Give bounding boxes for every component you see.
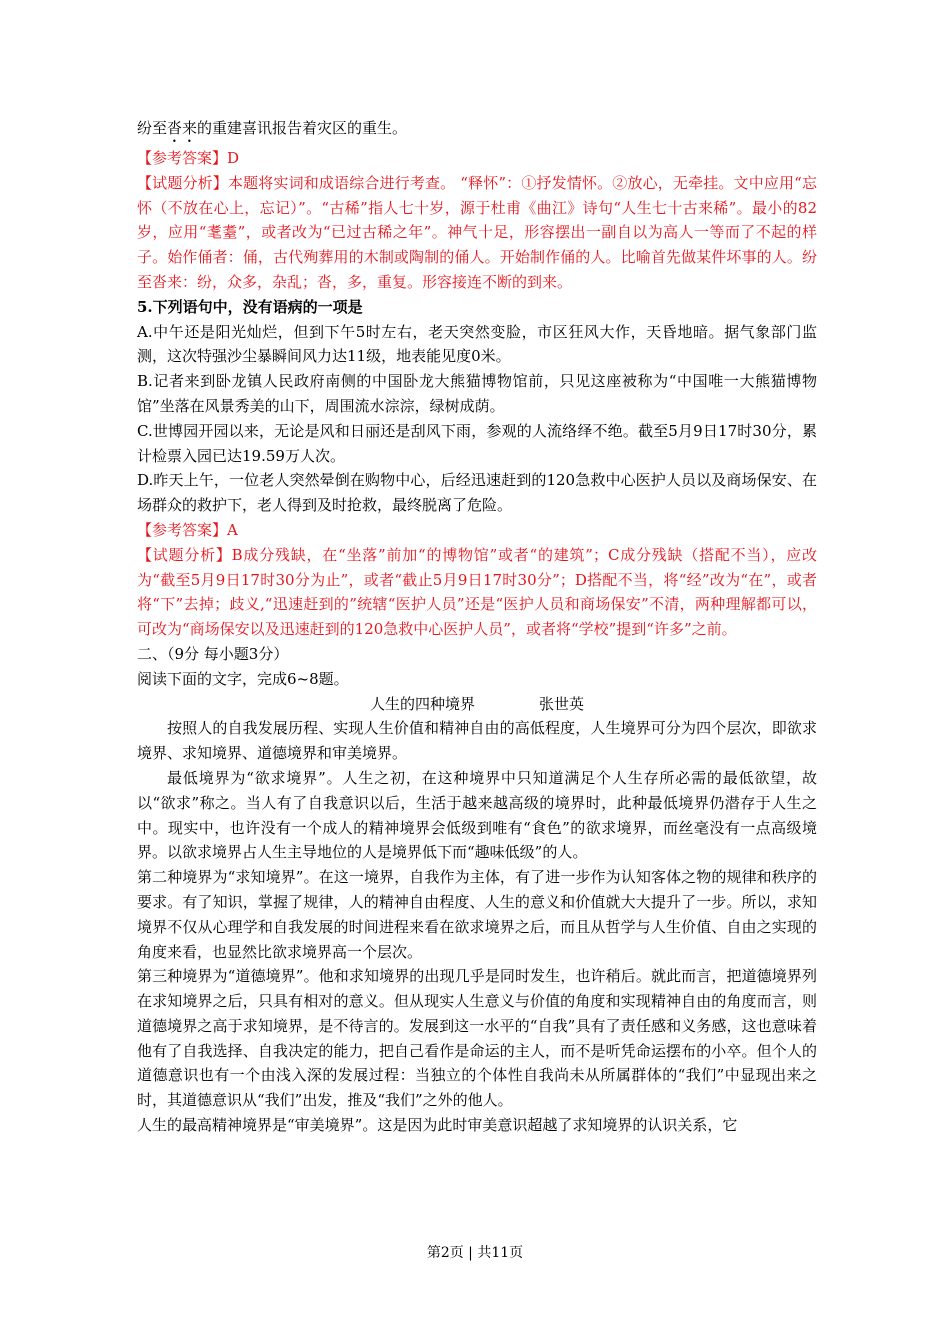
emphasized-chars: 沓	[167, 119, 183, 137]
analysis-4: 【试题分析】本题将实词和成语综合进行考查。 “释怀”：①抒发情怀。②放心，无牵挂。文中应用“忘怀（不放在心上，忘记）”。“古稀”指人七十岁，源于杜甫《曲江》诗句“人生七十古来稀”。最小的82岁，应用“耄耋”，或者改为“已过古稀之年”。神气十足，形容摆出一副自以为高人一等而了不起的样子。始作俑者：俑，古代殉葬用的木制或陶制的俑人。开始制作俑的人。比喻首先做某件坏事的人。纷至沓来：纷，众多，杂乱；沓，多，重复。形容接连不断的到来。	[137, 173, 817, 291]
question-5-option-d: D.昨天上午，一位老人突然晕倒在购物中心，后经迅速赶到的120急救中心医护人员以及商场保安、在场群众的救护下，老人得到及时抢救，最终脱离了危险。	[137, 471, 817, 515]
page-content	[137, 116, 817, 1138]
question-5-option-c: C.世博园开园以来，无论是风和日丽还是刮风下雨，参观的人流络绎不绝。截至5月9日17时30分，累计检票入园已达19.59万人次。	[137, 421, 817, 465]
article-title: 人生的四种境界	[369, 694, 475, 713]
article-title-line	[137, 692, 817, 717]
analysis-5: 【试题分析】B成分残缺，在“坐落”前加“的博物馆”或者“的建筑”；C成分残缺（搭配不当），应改为“截至5月9日17时30分为止”，或者“截止5月9日17时30分”；D搭配不当，将“经”改为“在”，或者将“下”去掉；歧义,“迅速赶到的”统辖“医护人员”还是“医护人员和商场保安”不清，两种理解都可以，可改为“商场保安以及迅速赶到的120急救中心医护人员”，或者将“学校”提到“许多”之前。	[137, 545, 817, 639]
carryover-line	[137, 116, 817, 146]
carryover-prefix: 纷至	[137, 119, 168, 137]
carryover-rest: 的重建喜讯报告着灾区的重生。	[197, 119, 408, 137]
article-paragraph-5: 人生的最高精神境界是“审美境界”。这是因为此时审美意识超越了求知境界的认识关系，它	[137, 1116, 738, 1135]
article-paragraph-3: 第二种境界为“求知境界”。在这一境界，自我作为主体，有了进一步作为认知客体之物的规律和秩序的要求。有了知识，掌握了规律，人的精神自由程度、人生的意义和价值就大大提升了一步。所以，求知境界不仅从心理学和自我发展的时间进程来看在欲求境界之后，而且从哲学与人生价值、自由之实现的角度来看，也显然比欲求境界高一个层次。	[137, 868, 817, 961]
answer-5: 【参考答案】A	[137, 520, 238, 539]
emphasized-chars-2: 来	[182, 119, 198, 137]
question-5-option-b: B.记者来到卧龙镇人民政府南侧的中国卧龙大熊猫博物馆前，只见这座被称为“中国唯一大熊猫博物馆”坐落在风景秀美的山下，周围流水淙淙，绿树成荫。	[137, 372, 817, 415]
article-author: 张世英	[539, 694, 585, 713]
question-5-option-a: A.中午还是阳光灿烂，但到下午5时左右，老天突然变脸，市区狂风大作，天昏地暗。据气象部门监测，这次特强沙尘暴瞬间风力达11级，地表能见度0米。	[137, 322, 817, 366]
article-paragraph-4: 第三种境界为“道德境界”。他和求知境界的出现几乎是同时发生，也许稍后。就此而言，把道德境界列在求知境界之后，只具有相对的意义。但从现实人生意义与价值的角度和实现精神自由的角度而言，则道德境界之高于求知境界，是不待言的。发展到这一水平的“自我”具有了责任感和义务感，这也意味着他有了自我选择、自我决定的能力，把自己看作是命运的主人，而不是听凭命运摆布的小卒。但个人的道德意识也有一个由浅入深的发展过程：当独立的个体性自我尚未从所属群体的“我们”中显现出来之时，其道德意识从“我们”出发，推及“我们”之外的他人。	[137, 967, 817, 1110]
article-paragraph-2: 最低境界为“欲求境界”。人生之初，在这种境界中只知道满足个人生存所必需的最低欲望，故以“欲求”称之。当人有了自我意识以后，生活于越来越高级的境界时，此种最低境界仍潜存于人生之中。现实中，也许没有一个成人的精神境界会低级到唯有“食色”的欲求境界，而丝毫没有一点高级境界。以欲求境界占人生主导地位的人是境界低下而“趣味低级”的人。	[137, 768, 817, 862]
page-footer: 第2页 | 共11页	[426, 1245, 524, 1261]
answer-4: 【参考答案】D	[137, 149, 240, 167]
question-5-stem: 5.下列语句中，没有语病的一项是	[137, 297, 363, 316]
article-paragraph-1: 按照人的自我发展历程、实现人生价值和精神自由的高低程度，人生境界可分为四个层次，即欲求境界、求知境界、道德境界和审美境界。	[137, 719, 817, 763]
section-2-instruction: 阅读下面的文字，完成6~8题。	[137, 669, 349, 688]
section-2-header: 二、（9分 每小题3分）	[137, 644, 289, 663]
